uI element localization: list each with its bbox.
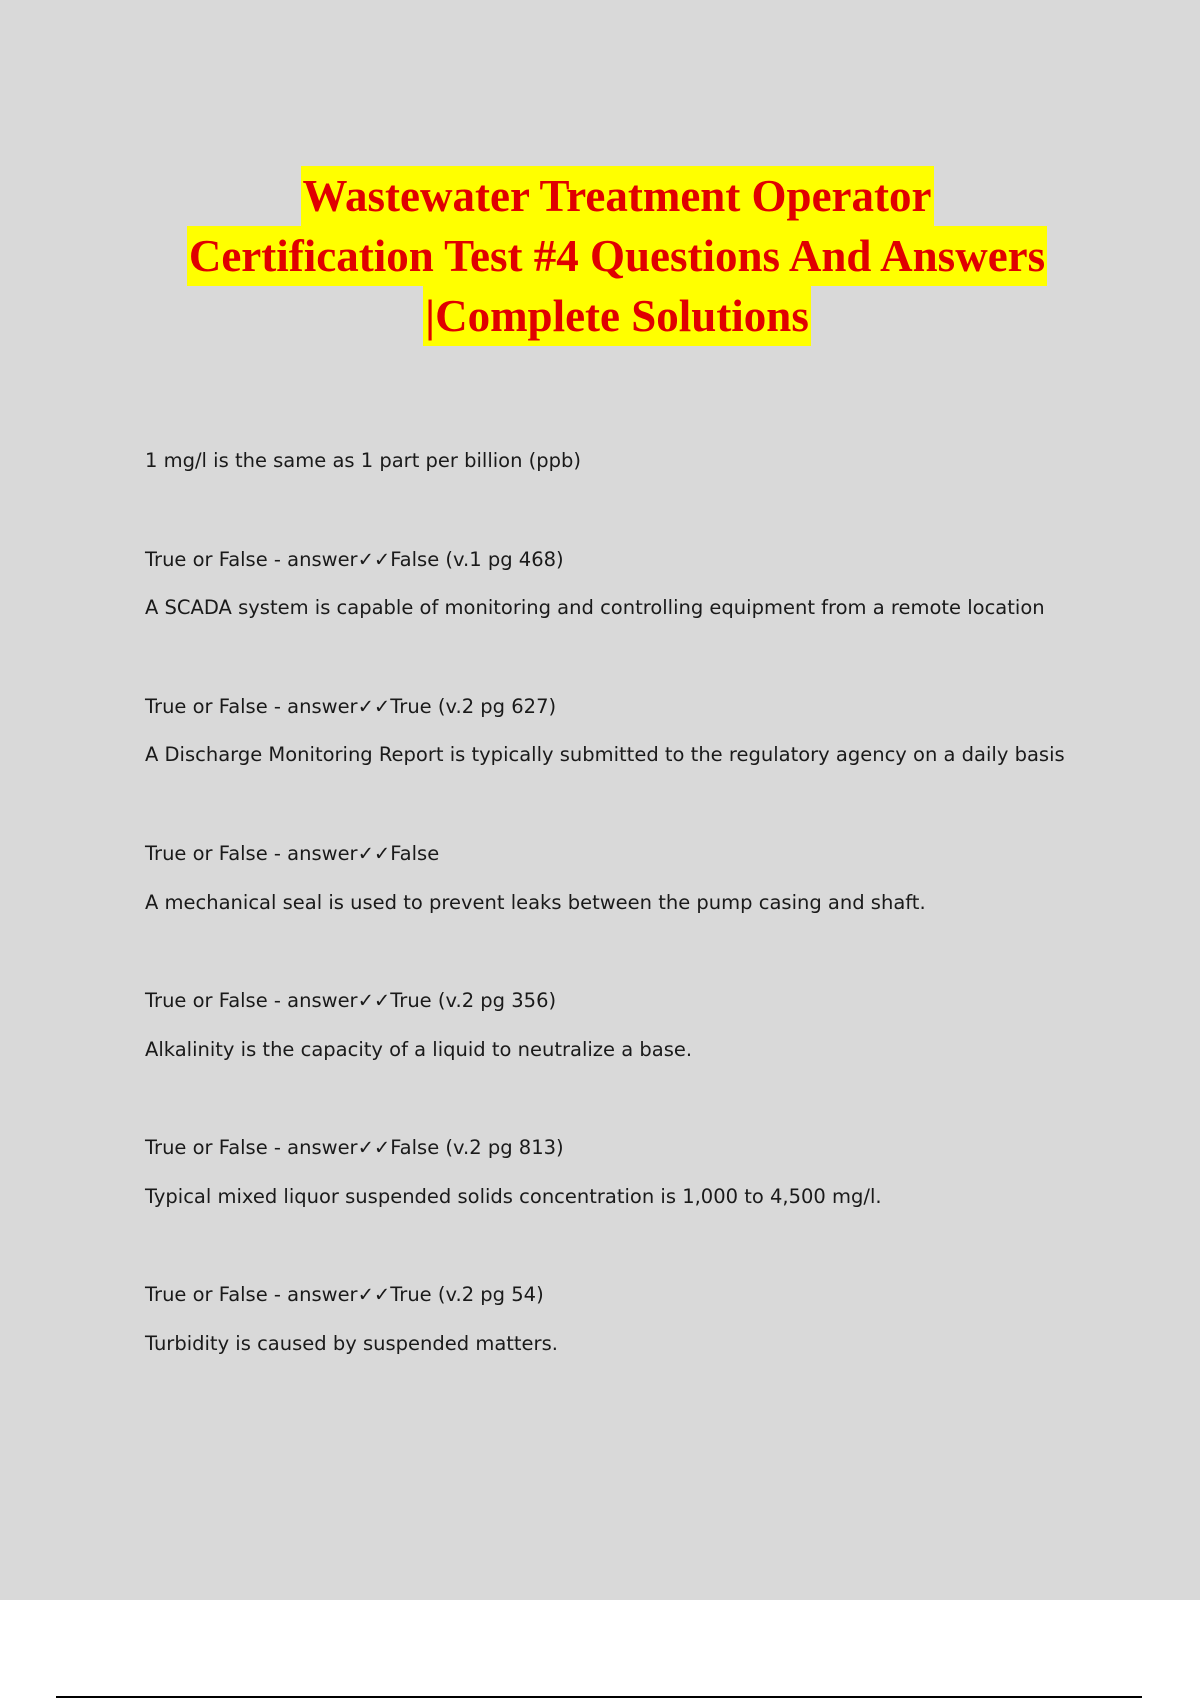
question-text: Alkalinity is the capacity of a liquid to neutralize a base. xyxy=(145,1038,693,1061)
title-line-3: |Complete Solutions xyxy=(423,286,811,346)
answer-text: True or False - answer✓✓True (v.2 pg 627) xyxy=(145,695,557,718)
question-text: 1 mg/l is the same as 1 part per billion (ppb) xyxy=(145,449,582,472)
question-text: A SCADA system is capable of monitoring and controlling equipment from a remote location xyxy=(145,596,1045,619)
document-title xyxy=(0,166,1200,346)
answer-text: True or False - answer✓✓False (v.1 pg 468) xyxy=(145,548,564,571)
question-text: A Discharge Monitoring Report is typically submitted to the regulatory agency on a daily basis xyxy=(145,743,1065,766)
question-text: Typical mixed liquor suspended solids concentration is 1,000 to 4,500 mg/l. xyxy=(145,1185,882,1208)
answer-text: True or False - answer✓✓True (v.2 pg 356) xyxy=(145,989,557,1012)
answer-text: True or False - answer✓✓False (v.2 pg 813) xyxy=(145,1136,564,1159)
title-line-2: Certification Test #4 Questions And Answers xyxy=(187,226,1047,286)
title-line-1: Wastewater Treatment Operator xyxy=(301,166,934,226)
answer-text: True or False - answer✓✓True (v.2 pg 54) xyxy=(145,1283,544,1306)
footer-divider xyxy=(56,1696,1142,1698)
question-text: A mechanical seal is used to prevent leaks between the pump casing and shaft. xyxy=(145,891,926,914)
answer-text: True or False - answer✓✓False xyxy=(145,842,440,865)
question-text: Turbidity is caused by suspended matters. xyxy=(145,1332,558,1355)
